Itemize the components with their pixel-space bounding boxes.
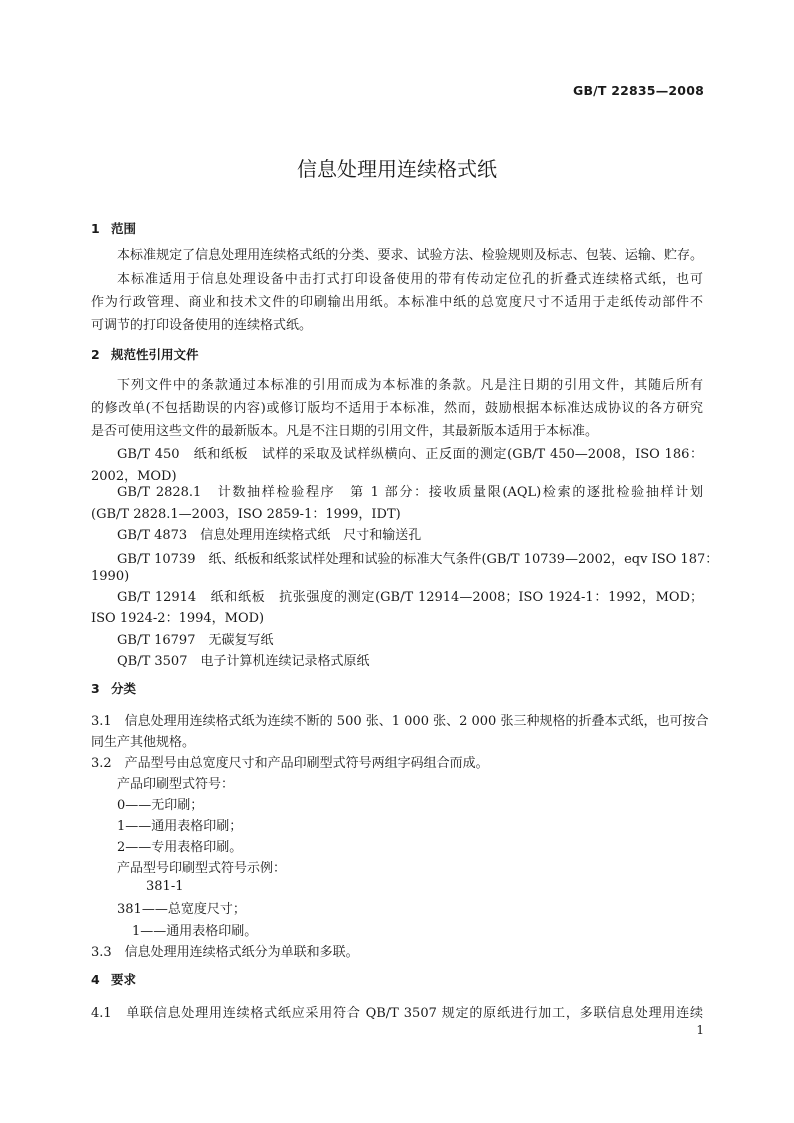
reference-line: GB/T 2828.1 计数抽样检验程序 第 1 部分：接收质量限(AQL)检索的逐批检验抽样计划 [117,485,703,500]
text-line: 本标准适用于信息处理设备中击打式打印设备使用的带有传动定位孔的折叠式连续格式纸，也可 [117,272,703,287]
text-line: 1——通用表格印刷； [117,819,243,834]
text-line: 2——专用表格印刷。 [117,840,243,855]
reference-line: ISO 1924-2：1994，MOD) [91,611,265,626]
standard-number: GB/T 22835—2008 [572,83,704,98]
text-line: 381——总宽度尺寸； [117,902,246,917]
section-heading-4 [91,970,136,988]
section-number: 3 [91,681,100,696]
clause-line: 3.3 信息处理用连续格式纸分为单联和多联。 [91,945,359,960]
section-heading-1 [91,219,136,237]
section-heading-3 [91,679,136,697]
text-line: 作为行政管理、商业和技术文件的印刷输出用纸。本标准中纸的总宽度尺寸不适用于走纸传动部件不 [91,295,703,310]
text-line: 的修改单(不包括勘误的内容)或修订版均不适用于本标准，然而，鼓励根据本标准达成协议的各方研究 [91,401,703,416]
reference-line: GB/T 12914 纸和纸板 抗张强度的测定(GB/T 12914—2008；ISO 1924-1：1992，MOD； [117,590,703,605]
clause-line: 3.2 产品型号由总宽度尺寸和产品印刷型式符号两组字码组合而成。 [91,756,489,771]
reference-line: GB/T 16797 无碳复写纸 [117,633,274,648]
clause-line: 3.1 信息处理用连续格式纸为连续不断的 500 张、1 000 张、2 000 张三种规格的折叠本式纸，也可按合 [91,714,709,729]
text-line: 是否可使用这些文件的最新版本。凡是不注日期的引用文件，其最新版本适用于本标准。 [91,424,599,439]
page-number: 1 [696,1023,704,1037]
clause-line: 同生产其他规格。 [91,735,196,750]
text-line: 产品型号印刷型式符号示例： [117,861,287,876]
section-number: 2 [91,347,100,362]
text-line: 本标准规定了信息处理用连续格式纸的分类、要求、试验方法、检验规则及标志、包装、运输、贮存。 [117,248,703,263]
text-line: 1——通用表格印刷。 [132,924,258,939]
text-line: 381-1 [146,879,184,894]
text-line: 可调节的打印设备使用的连续格式纸。 [91,318,313,333]
section-title: 分类 [111,681,137,696]
reference-line: GB/T 4873 信息处理用连续格式纸 尺寸和输送孔 [117,528,422,543]
section-number: 1 [91,221,100,236]
text-line: 下列文件中的条款通过本标准的引用而成为本标准的条款。凡是注日期的引用文件，其随后所有 [117,378,703,393]
reference-line: 1990) [91,569,130,584]
text-line: 产品印刷型式符号： [117,777,235,792]
section-title: 要求 [111,972,137,987]
section-number: 4 [91,972,100,987]
reference-line: 2002，MOD) [91,469,177,484]
reference-line: GB/T 450 纸和纸板 试样的采取及试样纵横向、正反面的测定(GB/T 450—2008，ISO 186： [117,447,703,462]
section-heading-2 [91,345,199,363]
clause-line: 4.1 单联信息处理用连续格式纸应采用符合 QB/T 3507 规定的原纸进行加工，多联信息处理用连续 [91,1006,703,1021]
reference-line: GB/T 10739 纸、纸板和纸浆试样处理和试验的标准大气条件(GB/T 10739—2002，eqv ISO 187： [117,552,719,567]
reference-line: (GB/T 2828.1—2003，ISO 2859-1：1999，IDT) [91,507,401,522]
section-title: 范围 [111,221,137,236]
reference-line: QB/T 3507 电子计算机连续记录格式原纸 [117,654,370,669]
section-title: 规范性引用文件 [111,347,199,362]
text-line: 0——无印刷； [117,798,204,813]
document-title: 信息处理用连续格式纸 [297,157,497,181]
